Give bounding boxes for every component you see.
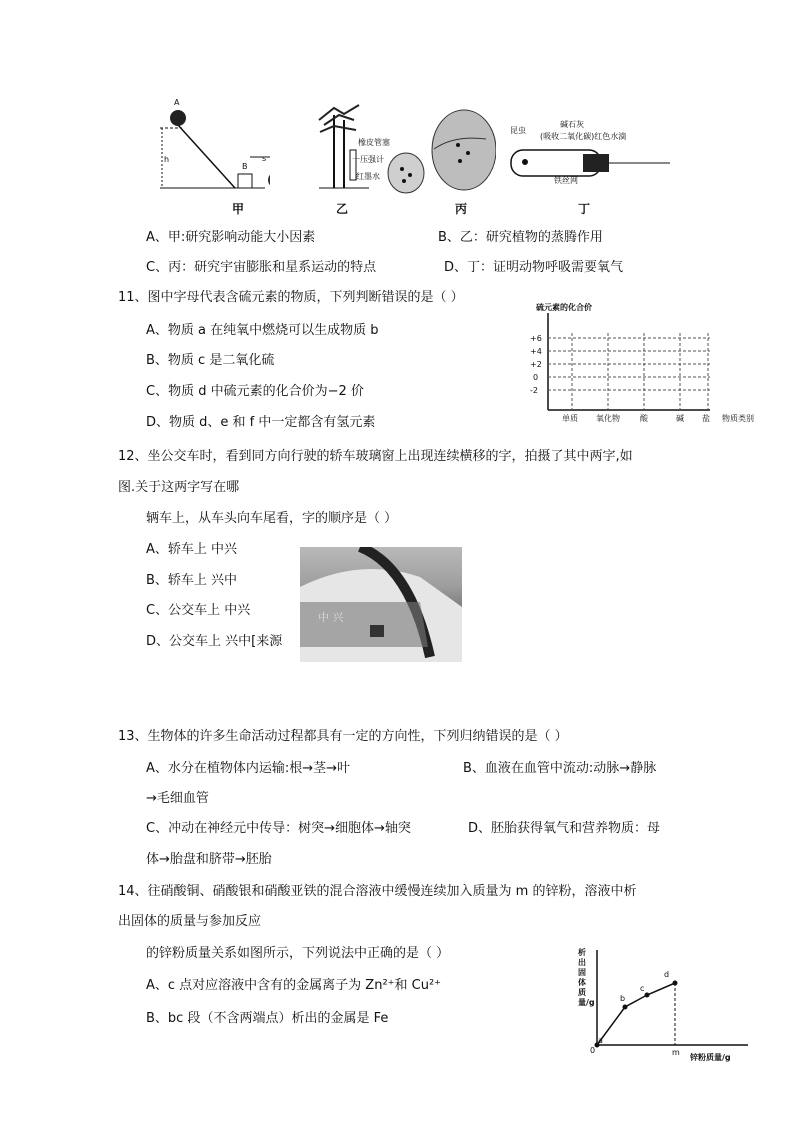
chart11-xcat-3: 酸 [640, 414, 648, 423]
fig-ding-label-1: 昆虫 [510, 126, 526, 135]
figure-label-ding: 丁 [578, 202, 591, 216]
chart11-xcat-2: 氧化物 [596, 414, 620, 423]
q11-stem: 11、图中字母代表含硫元素的物质，下列判断错误的是（ ） [118, 290, 464, 305]
chart11-ytick-0: 0 [533, 373, 539, 382]
fig-yi-label-1: 橡皮管塞 [358, 138, 390, 147]
q14-stem-1: 14、往硝酸铜、硝酸银和硝酸亚铁的混合溶液中缓慢连续加入质量为 m 的锌粉，溶液中析 [118, 884, 637, 899]
q12-option-d: D、公交车上 兴中[来源 [146, 634, 283, 649]
fig-jia-label-s: s [262, 154, 267, 163]
chart14-ylabel: 析出固体质量/g [578, 948, 595, 1007]
fig-ding-label-2: 碱石灰 [560, 120, 584, 129]
q13-option-d-cont: 体→胎盘和脐带→胚胎 [146, 852, 272, 867]
photo-text: 中 兴 [318, 611, 344, 624]
zinc-mass-chart [583, 945, 753, 1065]
figure-label-bing: 丙 [455, 202, 468, 216]
chart11-xlabel: 物质类别 [722, 414, 754, 423]
chart11-xcat-4: 碱 [676, 414, 684, 423]
q10-option-a: A、甲:研究影响动能大小因素 [146, 230, 316, 245]
q10-option-c: C、丙：研究宇宙膨胀和星系运动的特点 [146, 260, 377, 275]
q11-option-b: B、物质 c 是二氧化硫 [146, 353, 275, 368]
chart14-point-c: c [640, 984, 645, 993]
q12-stem-3: 辆车上，从车头向车尾看，字的顺序是（ ） [146, 511, 398, 526]
point-b [623, 1005, 628, 1010]
q11-option-c: C、物质 d 中硫元素的化合价为−2 价 [146, 384, 364, 399]
q11-option-d: D、物质 d、e 和 f 中一定都含有氢元素 [146, 415, 376, 430]
q12-option-b: B、轿车上 兴中 [146, 573, 238, 588]
chart11-ytick-6: +6 [530, 334, 542, 343]
chart14-point-a: a [598, 1036, 603, 1045]
q13-stem: 13、生物体的许多生命活动过程都具有一定的方向性，下列归纳错误的是（ ） [118, 729, 568, 744]
q13-option-a: A、水分在植物体内运输:根→茎→叶 [146, 761, 351, 776]
fig-yi-label-2: 一压强计 [352, 155, 384, 164]
q13-option-b: B、血液在血管中流动:动脉→静脉 [463, 761, 657, 776]
fig-jia-label-b: B [242, 162, 248, 171]
chart11-ylabel: 硫元素的化合价 [536, 303, 592, 312]
q12-stem-1: 12、坐公交车时，看到同方向行驶的轿车玻璃窗上出现连续横移的字，拍摄了其中两字,如 [118, 449, 633, 464]
q12-option-a: A、轿车上 中兴 [146, 542, 238, 557]
q14-option-b: B、bc 段（不含两端点）析出的金属是 Fe [146, 1011, 389, 1026]
chart11-ytick-m2: -2 [530, 386, 538, 395]
q10-option-b: B、乙：研究植物的蒸腾作用 [438, 230, 603, 245]
chart11-xcat-1: 单质 [562, 414, 578, 423]
fig-ding-label-4: 铁丝网 [554, 176, 578, 185]
fig-jia-label-h: h [164, 155, 170, 164]
sulfur-valence-chart [520, 305, 750, 420]
fig-yi-label-3: 红墨水 [356, 172, 380, 181]
q10-option-d: D、丁：证明动物呼吸需要氧气 [444, 260, 624, 275]
chart14-point-b: b [620, 994, 626, 1003]
q12-option-c: C、公交车上 中兴 [146, 603, 251, 618]
figure-label-jia: 甲 [232, 202, 245, 216]
q13-option-d: D、胚胎获得氧气和营养物质：母 [468, 821, 661, 836]
chart14-origin: 0 [590, 1046, 596, 1055]
chart14-xlabel: 锌粉质量/g [690, 1053, 731, 1062]
chart14-point-d: d [664, 970, 670, 979]
figure-jia [150, 100, 270, 195]
fig-ding-label-3: (吸收二氧化碳)红色水滴 [540, 132, 627, 141]
q13-option-b-cont: →毛细血管 [146, 791, 209, 806]
car-window-photo [300, 547, 462, 662]
chart11-xcat-5: 盐 [702, 414, 710, 423]
figure-label-yi: 乙 [336, 202, 349, 216]
figure-bing [386, 105, 496, 200]
chart14-xmark: m [672, 1048, 680, 1057]
chart11-ytick-4: +4 [530, 347, 542, 356]
q14-option-a: A、c 点对应溶液中含有的金属离子为 Zn²⁺和 Cu²⁺ [146, 978, 442, 993]
chart11-ytick-2: +2 [530, 360, 542, 369]
point-d [673, 981, 678, 986]
point-c [645, 993, 650, 998]
q11-option-a: A、物质 a 在纯氧中燃烧可以生成物质 b [146, 323, 379, 338]
fig-jia-label-a: A [174, 98, 180, 107]
q12-stem-2: 图.关于这两字写在哪 [118, 480, 240, 495]
q13-option-c: C、冲动在神经元中传导：树突→细胞体→轴突 [146, 821, 411, 836]
q14-stem-3: 的锌粉质量关系如图所示，下列说法中正确的是（ ） [146, 946, 450, 961]
q14-stem-2: 出固体的质量与参加反应 [118, 914, 262, 929]
